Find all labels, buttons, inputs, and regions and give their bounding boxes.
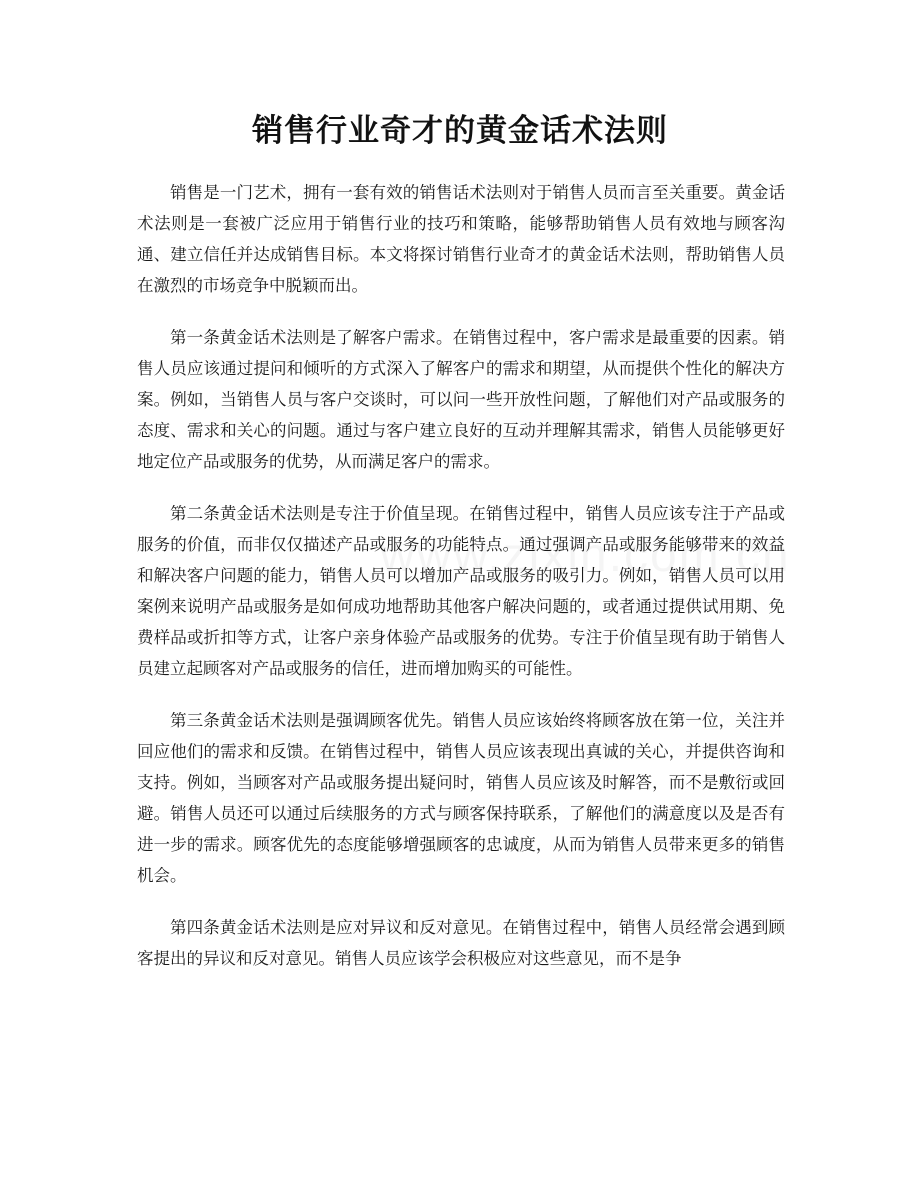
paragraph-rule-4: 第四条黄金话术法则是应对异议和反对意见。在销售过程中，销售人员经常会遇到顾客提出的异议和反对意见。销售人员应该学会积极应对这些意见，而不是争 bbox=[137, 918, 785, 968]
document-title: 销售行业奇才的黄金话术法则 bbox=[252, 113, 668, 149]
paragraph-intro: 销售是一门艺术，拥有一套有效的销售话术法则对于销售人员而言至关重要。黄金话术法则是一套被广泛应用于销售行业的技巧和策略，能够帮助销售人员有效地与顾客沟通、建立信任并达成销售目标。本文将探讨销售行业奇才的黄金话术法则，帮助销售人员在激烈的市场竞争中脱颖而出。 bbox=[137, 183, 785, 295]
paragraph-rule-3: 第三条黄金话术法则是强调顾客优先。销售人员应该始终将顾客放在第一位，关注并回应他们的需求和反馈。在销售过程中，销售人员应该表现出真诚的关心，并提供咨询和支持。例如，当顾客对产品或服务提出疑问时，销售人员应该及时解答，而不是敷衍或回避。销售人员还可以通过后续服务的方式与顾客保持联系，了解他们的满意度以及是否有进一步的需求。顾客优先的态度能够增强顾客的忠诚度，从而为销售人员带来更多的销售机会。 bbox=[137, 711, 785, 885]
document-body bbox=[137, 177, 785, 995]
paragraph-rule-1: 第一条黄金话术法则是了解客户需求。在销售过程中，客户需求是最重要的因素。销售人员应该通过提问和倾听的方式深入了解客户的需求和期望，从而提供个性化的解决方案。例如，当销售人员与客户交谈时，可以问一些开放性问题，了解他们对产品或服务的态度、需求和关心的问题。通过与客户建立良好的互动并理解其需求，销售人员能够更好地定位产品或服务的优势，从而满足客户的需求。 bbox=[137, 328, 785, 471]
paragraph-rule-2: 第二条黄金话术法则是专注于价值呈现。在销售过程中，销售人员应该专注于产品或服务的价值，而非仅仅描述产品或服务的功能特点。通过强调产品或服务能够带来的效益和解决客户问题的能力，销售人员可以增加产品或服务的吸引力。例如，销售人员可以用案例来说明产品或服务是如何成功地帮助其他客户解决问题的，或者通过提供试用期、免费样品或折扣等方式，让客户亲身体验产品或服务的优势。专注于价值呈现有助于销售人员建立起顾客对产品或服务的信任，进而增加购买的可能性。 bbox=[137, 504, 785, 678]
